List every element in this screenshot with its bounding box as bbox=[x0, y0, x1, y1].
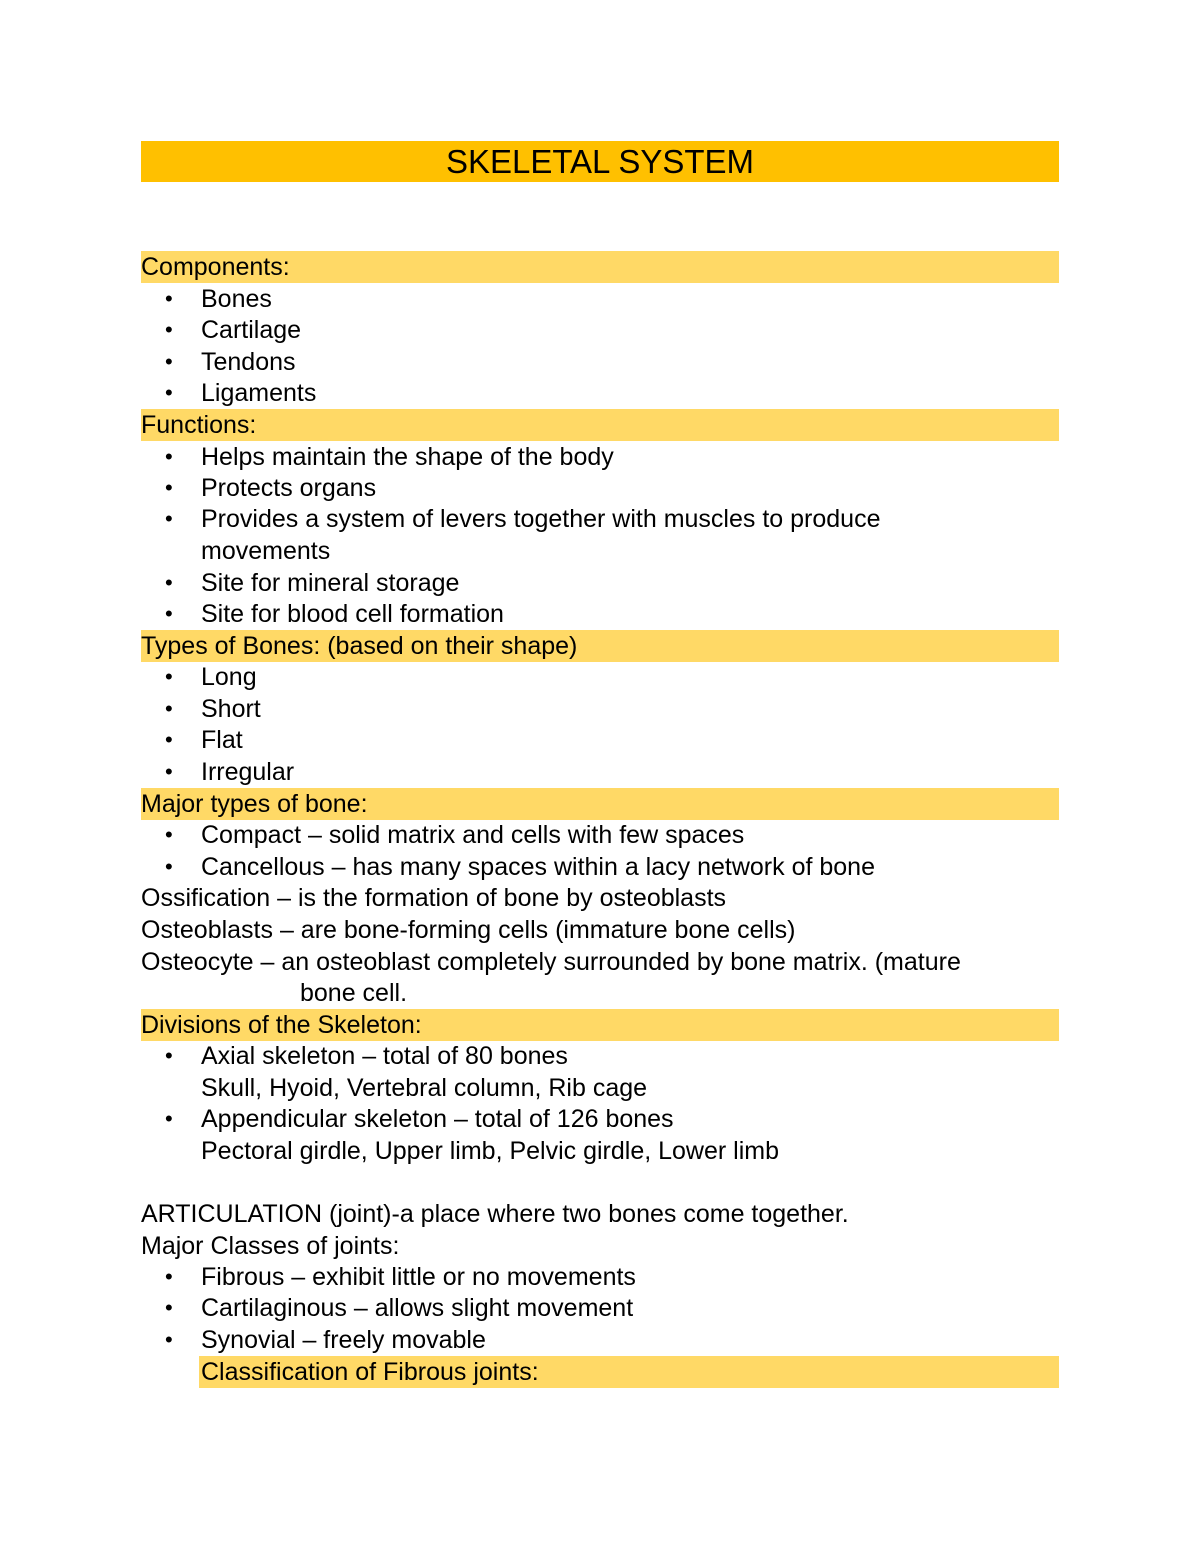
list-item: Bones bbox=[201, 285, 272, 313]
list-item: Tendons bbox=[201, 348, 296, 376]
bullet-icon: • bbox=[165, 854, 173, 879]
bullet-icon: • bbox=[165, 727, 173, 752]
page-title: SKELETAL SYSTEM bbox=[141, 141, 1059, 182]
bullet-icon: • bbox=[165, 601, 173, 626]
bullet-icon: • bbox=[165, 506, 173, 531]
joint-classes-heading: Major Classes of joints: bbox=[141, 1232, 400, 1260]
list-item: Fibrous – exhibit little or no movements bbox=[201, 1263, 636, 1291]
list-item: Cartilage bbox=[201, 316, 302, 344]
articulation-definition: ARTICULATION (joint)-a place where two bones come together. bbox=[141, 1200, 849, 1228]
bullet-icon: • bbox=[165, 475, 173, 500]
heading-fibrous-classification: Classification of Fibrous joints: bbox=[201, 1358, 539, 1386]
list-item: Axial skeleton – total of 80 bones bbox=[201, 1042, 568, 1070]
list-item: Appendicular skeleton – total of 126 bones bbox=[201, 1105, 674, 1133]
heading-types-of-bones: Types of Bones: (based on their shape) bbox=[141, 632, 578, 660]
list-item: Compact – solid matrix and cells with few spaces bbox=[201, 821, 745, 849]
bullet-icon: • bbox=[165, 286, 173, 311]
list-item-detail: Pectoral girdle, Upper limb, Pelvic girdle, Lower limb bbox=[201, 1137, 780, 1165]
bullet-icon: • bbox=[165, 1327, 173, 1352]
heading-components: Components: bbox=[141, 253, 290, 281]
definition-ossification: Ossification – is the formation of bone by osteoblasts bbox=[141, 884, 727, 912]
bullet-icon: • bbox=[165, 317, 173, 342]
bullet-icon: • bbox=[165, 1264, 173, 1289]
bullet-icon: • bbox=[165, 380, 173, 405]
bullet-icon: • bbox=[165, 664, 173, 689]
list-item-continuation: movements bbox=[201, 537, 331, 565]
list-item: Flat bbox=[201, 726, 243, 754]
definition-osteocyte: Osteocyte – an osteoblast completely surrounded by bone matrix. (mature bbox=[141, 948, 961, 976]
heading-divisions: Divisions of the Skeleton: bbox=[141, 1011, 422, 1039]
list-item: Site for blood cell formation bbox=[201, 600, 504, 628]
list-item: Provides a system of levers together with muscles to produce bbox=[201, 505, 881, 533]
bullet-icon: • bbox=[165, 1043, 173, 1068]
bullet-icon: • bbox=[165, 759, 173, 784]
bullet-icon: • bbox=[165, 349, 173, 374]
list-item: Synovial – freely movable bbox=[201, 1326, 486, 1354]
heading-highlight bbox=[141, 409, 1059, 441]
bullet-icon: • bbox=[165, 1106, 173, 1131]
bullet-icon: • bbox=[165, 444, 173, 469]
list-item: Helps maintain the shape of the body bbox=[201, 443, 614, 471]
heading-functions: Functions: bbox=[141, 411, 257, 439]
list-item: Protects organs bbox=[201, 474, 377, 502]
list-item: Irregular bbox=[201, 758, 295, 786]
definition-osteocyte-continuation: bone cell. bbox=[300, 979, 408, 1007]
bullet-icon: • bbox=[165, 1295, 173, 1320]
bullet-icon: • bbox=[165, 696, 173, 721]
definition-osteoblasts: Osteoblasts – are bone-forming cells (immature bone cells) bbox=[141, 916, 796, 944]
list-item: Cancellous – has many spaces within a lacy network of bone bbox=[201, 853, 875, 881]
list-item: Short bbox=[201, 695, 261, 723]
heading-major-types: Major types of bone: bbox=[141, 790, 368, 818]
list-item: Cartilaginous – allows slight movement bbox=[201, 1294, 634, 1322]
bullet-icon: • bbox=[165, 822, 173, 847]
list-item: Ligaments bbox=[201, 379, 317, 407]
list-item: Long bbox=[201, 663, 257, 691]
list-item-detail: Skull, Hyoid, Vertebral column, Rib cage bbox=[201, 1074, 648, 1102]
list-item: Site for mineral storage bbox=[201, 569, 460, 597]
bullet-icon: • bbox=[165, 570, 173, 595]
